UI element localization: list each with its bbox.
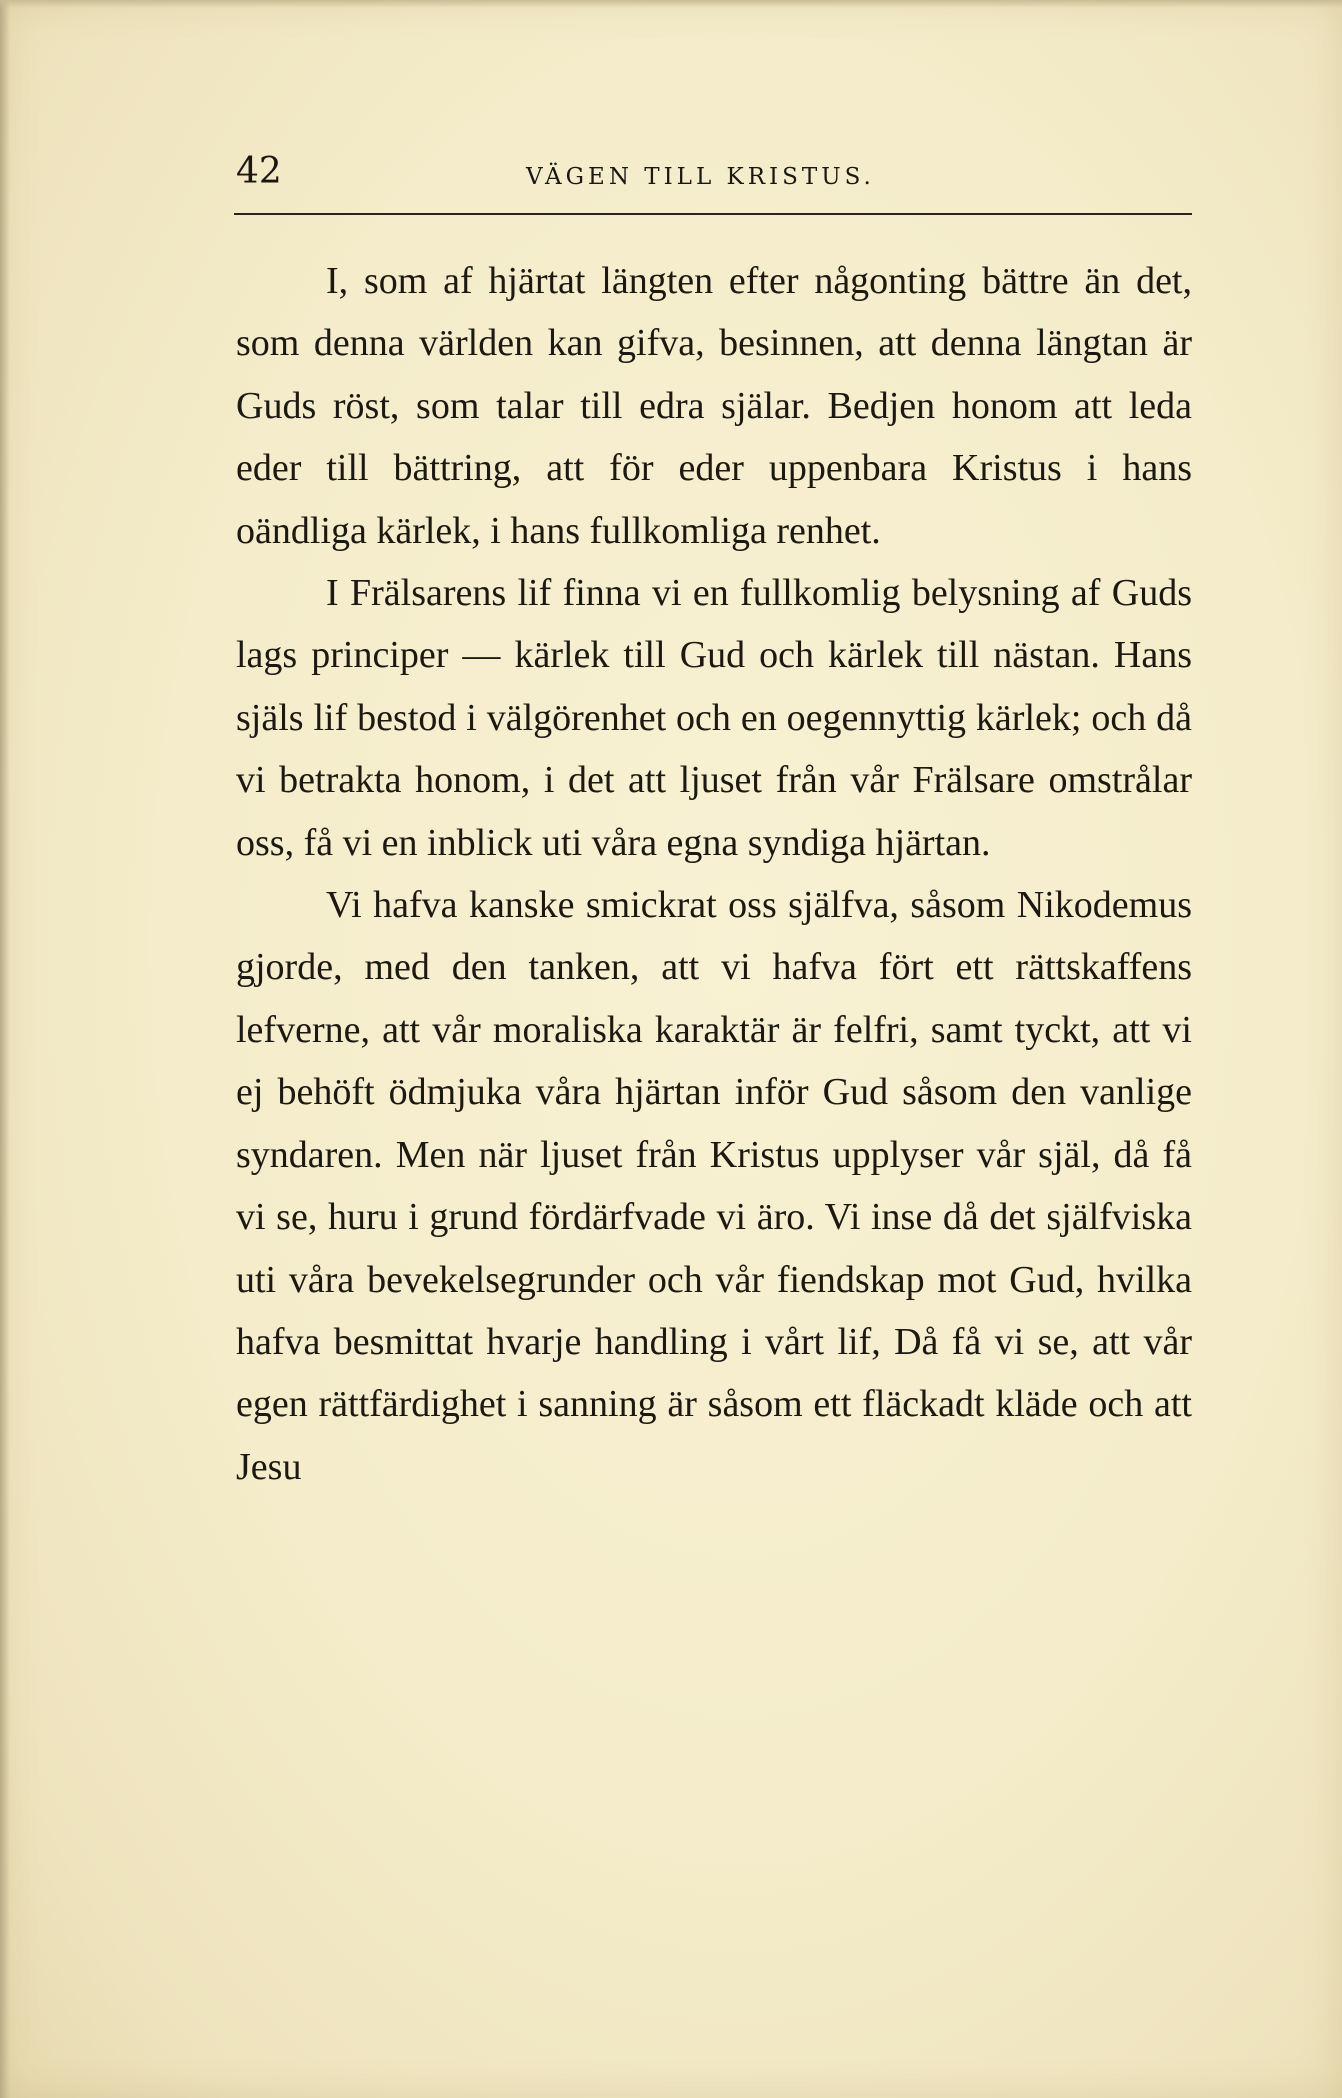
header-rule bbox=[234, 213, 1192, 215]
paragraph-1: I, som af hjärtat längten efter någonting bättre än det, som denna världen kan gifva, besinnen, att denna längtan är Guds röst, som talar till edra själar. Bedjen honom att leda eder till bättring, att för eder uppenbara Kristus i hans oändliga kärlek, i hans fullkomliga renhet. bbox=[236, 260, 1192, 552]
paragraph-3: Vi hafva kanske smickrat oss själfva, såsom Nikodemus gjorde, med den tanken, att vi hafva fört ett rättskaffens lefverne, att vår moraliska karaktär är felfri, samt tyckt, att vi ej behöft ödmjuka våra hjärtan inför Gud såsom den vanlige syndaren. Men när ljuset från Kristus upplyser vår själ, då få vi se, huru i grund fördärfvade vi äro. Vi inse då det själfviska uti våra bevekelsegrunder och vår fiendskap mot Gud, hvilka hafva besmittat hvarje handling i vårt lif, Då få vi se, att vår egen rättfärdighet i sanning är såsom ett fläckadt kläde och att Jesu bbox=[236, 884, 1192, 1488]
page-edge-shadow-top bbox=[0, 0, 1342, 8]
page-number: 42 bbox=[236, 151, 282, 192]
running-title: VÄGEN TILL KRISTUS. bbox=[526, 164, 875, 190]
page-header bbox=[236, 150, 1194, 208]
body-text bbox=[236, 250, 1192, 1498]
paragraph-2: I Frälsarens lif finna vi en fullkomlig belysning af Guds lags principer — kärlek till Gud och kärlek till nästan. Hans själs lif bestod i välgörenhet och en oegennyttig kärlek; och då vi betrakta honom, i det att ljuset från vår Frälsare omstrålar oss, få vi en inblick uti våra egna syndiga hjärtan. bbox=[236, 572, 1192, 864]
page-edge-shadow-left bbox=[0, 0, 10, 2098]
